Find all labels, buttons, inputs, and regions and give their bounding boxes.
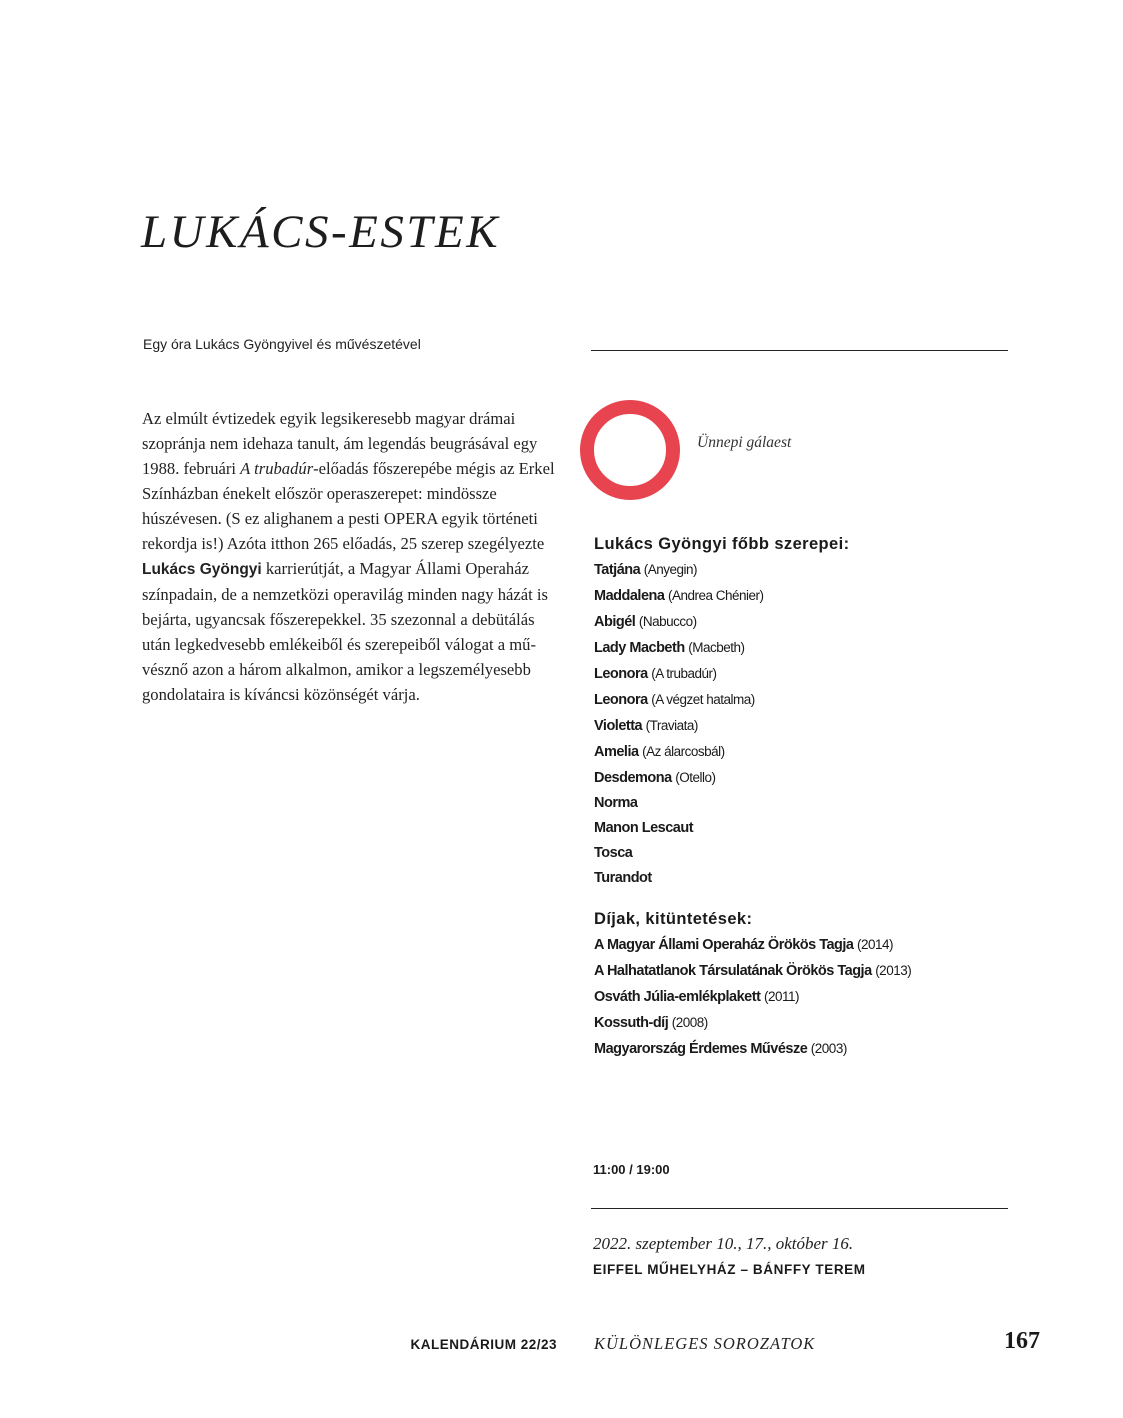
role-item-title: Manon Lescaut	[594, 820, 694, 836]
role-item	[594, 713, 850, 739]
role-item-title: Turandot	[594, 870, 652, 886]
award-item-title: A Halhatatlanok Társulatának Örökös Tagja	[594, 963, 872, 979]
role-item	[594, 791, 850, 816]
award-item	[594, 958, 911, 984]
role-item-detail: (Andrea Chénier)	[667, 588, 764, 603]
body-bold-name: Lukács Gyöngyi	[142, 561, 262, 578]
role-item-title: Tosca	[594, 845, 633, 861]
award-item-title: A Magyar Állami Operaház Örökös Tagja	[594, 937, 854, 953]
venue: EIFFEL MŰHELYHÁZ – BÁNFFY TEREM	[593, 1262, 866, 1277]
event-type: Ünnepi gálaest	[697, 434, 792, 451]
role-item	[594, 609, 850, 635]
award-item	[594, 1010, 911, 1036]
subtitle: Egy óra Lukács Gyöngyivel és művészetével	[143, 336, 421, 352]
body-part: -előadás főszerepébe mégis az Erkel Színházban énekelt először operaszerepet: mindössze húszévesen. (S ez alighanem a pesti OPERA egyik történeti rekordja is!) Azóta itthon 265 előadás, 25 szerep szegélyezte	[142, 459, 555, 553]
role-item	[594, 583, 850, 609]
role-item	[594, 557, 850, 583]
award-item	[594, 932, 911, 958]
body-part: Az elmúlt évtizedek egyik legsikeresebb magyar drámai szopránja nem idehaza tanult, ám legendás beugrásával egy 1988. februári	[142, 409, 538, 478]
awards-section	[594, 908, 911, 1062]
awards-heading: Díjak, kitüntetések:	[594, 910, 753, 928]
role-item-title: Leonora	[594, 692, 648, 708]
award-item-detail: (2003)	[810, 1041, 847, 1056]
role-item	[594, 687, 850, 713]
award-item	[594, 984, 911, 1010]
role-item-detail: (Az álarcosbál)	[642, 744, 725, 759]
award-item-detail: (2008)	[671, 1015, 708, 1030]
divider-top	[591, 350, 1008, 351]
circle-icon	[580, 400, 680, 500]
award-item	[594, 1036, 911, 1062]
role-item-title: Amelia	[594, 744, 639, 760]
role-item-detail: (A trubadúr)	[651, 666, 717, 681]
times: 11:00 / 19:00	[593, 1162, 670, 1177]
roles-heading: Lukács Gyöngyi főbb szerepei:	[594, 535, 850, 553]
role-item-detail: (Anyegin)	[643, 562, 698, 577]
roles-section	[594, 533, 850, 891]
role-item	[594, 635, 850, 661]
role-item	[594, 661, 850, 687]
role-item-detail: (Traviata)	[645, 718, 698, 733]
dates: 2022. szeptember 10., 17., október 16.	[593, 1234, 854, 1253]
role-item	[594, 816, 850, 841]
role-item-detail: (Macbeth)	[688, 640, 745, 655]
body-italic: A trubadúr	[240, 459, 314, 478]
role-item-title: Maddalena	[594, 588, 665, 604]
role-item-title: Lady Macbeth	[594, 640, 685, 656]
award-item-detail: (2013)	[875, 963, 912, 978]
role-item-title: Tatjána	[594, 562, 641, 578]
body-part: karrierútját, a Magyar Állami Operaház színpadain, de a nemzetközi operavilág minden nagy házát is bejárta, ugyancsak főszerepekkel. 35 szezonnal a debütálás után legkedvesebb emlékeiből és szerepeiből válogat a művésznő azon a három alkalmon, amikor a legszemélyesebb gondolataira is kíváncsi közönségét várja.	[142, 559, 548, 704]
role-item-detail: (Otello)	[675, 770, 716, 785]
award-item-title: Osváth Júlia-emlékplakett	[594, 989, 761, 1005]
award-item-detail: (2011)	[763, 989, 799, 1004]
divider-bottom	[591, 1208, 1008, 1209]
page-number: 167	[1004, 1328, 1040, 1354]
role-item	[594, 841, 850, 866]
footer-section: KÜLÖNLEGES SOROZATOK	[594, 1334, 816, 1353]
award-item-title: Magyarország Érdemes Művésze	[594, 1041, 808, 1057]
award-item-detail: (2014)	[857, 937, 894, 952]
footer-publication: KALENDÁRIUM 22/23	[410, 1337, 557, 1352]
body-text	[142, 406, 562, 707]
role-item-title: Abigél	[594, 614, 636, 630]
role-item-title: Desdemona	[594, 770, 672, 786]
role-item-title: Leonora	[594, 666, 648, 682]
role-item-title: Violetta	[594, 718, 643, 734]
role-item	[594, 739, 850, 765]
role-item-detail: (Nabucco)	[638, 614, 697, 629]
award-item-title: Kossuth-díj	[594, 1015, 669, 1031]
role-item-detail: (A végzet hatalma)	[651, 692, 755, 707]
role-item	[594, 866, 850, 891]
role-item	[594, 765, 850, 791]
role-item-title: Norma	[594, 795, 638, 811]
page-title: LUKÁCS-ESTEK	[141, 206, 501, 258]
